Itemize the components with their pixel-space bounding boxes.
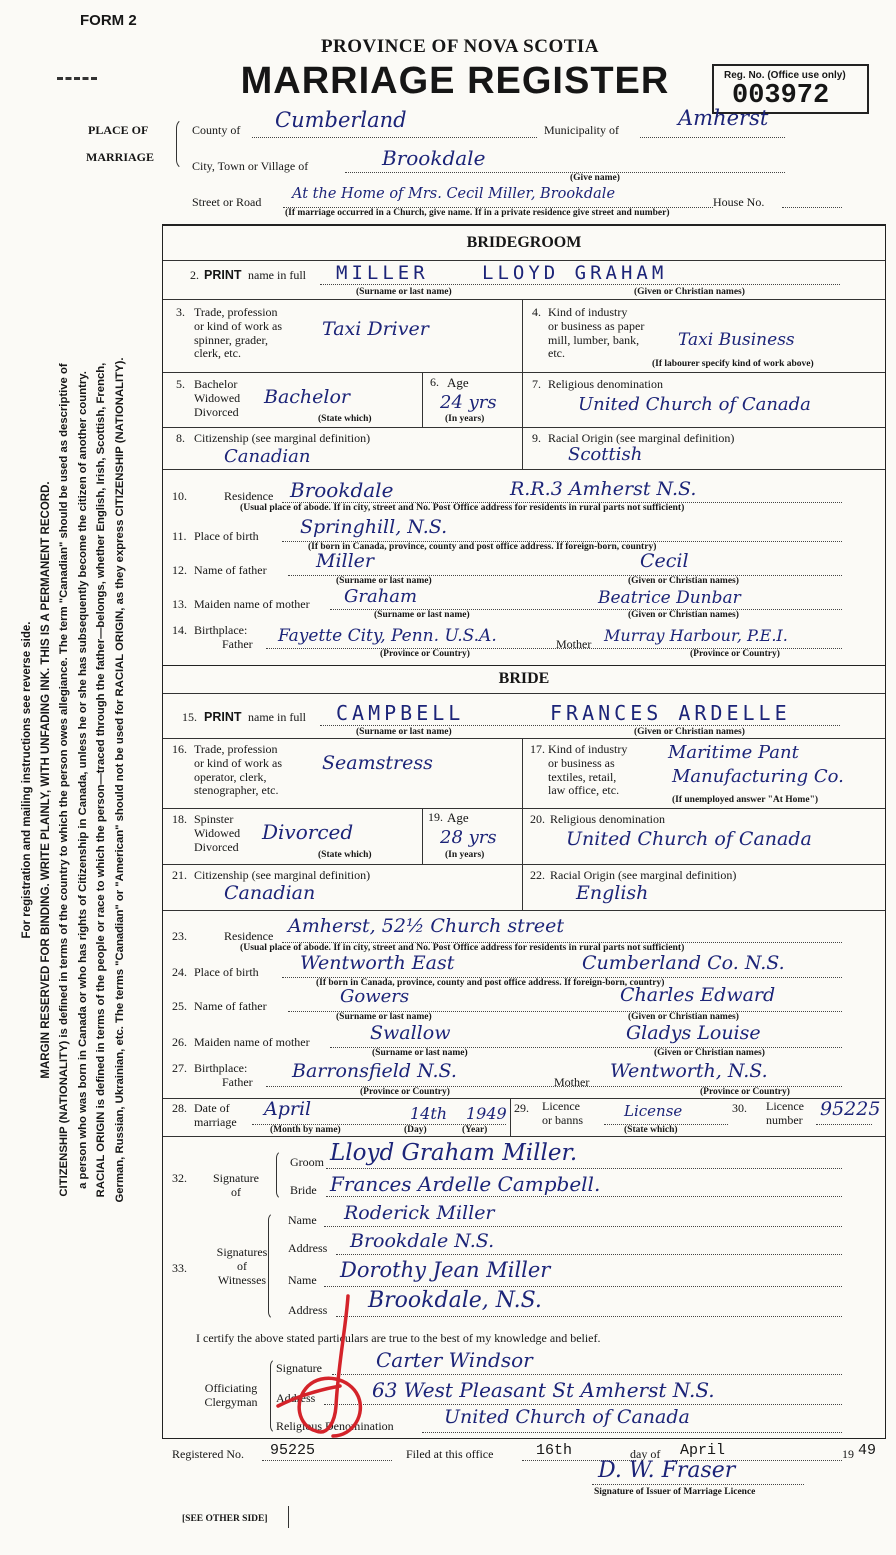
bride-status: Divorced xyxy=(262,820,354,844)
year-prefix: 19 xyxy=(842,1447,854,1461)
certify-statement: I certify the above stated particulars are true to the best of my knowledge and belief. xyxy=(196,1331,601,1345)
house-label: House No. xyxy=(713,195,765,209)
field-2-number: 2. xyxy=(190,268,199,282)
field-20-number: 20. xyxy=(530,812,545,826)
mother-label: Mother xyxy=(556,637,592,651)
father-name-label: Name of father xyxy=(194,563,267,577)
field-29-number: 29. xyxy=(514,1101,529,1115)
side-line-1: For registration and mailing instructions see reverse side. xyxy=(21,621,33,939)
bride-age: 28 yrs xyxy=(440,827,497,848)
bride-racial-origin: English xyxy=(576,882,649,904)
bride-marital-label: Spinster Widowed Divorced xyxy=(194,812,241,854)
clergy-signature-label: Signature xyxy=(276,1361,322,1375)
field-19-number: 19. xyxy=(428,810,443,824)
filed-month: April xyxy=(680,1442,726,1459)
field-33-number: 33. xyxy=(172,1261,187,1275)
bride-birthplace-note: (If born in Canada, province, county and post office address. If foreign-born, country) xyxy=(316,978,665,988)
bride-mother-name-label: Maiden name of mother xyxy=(194,1035,310,1049)
date-label: Date of marriage xyxy=(194,1101,237,1129)
birthplace-parents-label: Birthplace: xyxy=(194,623,248,637)
religion-label: Religious denomination xyxy=(548,377,663,391)
issuer-label: Signature of Issuer of Marriage Licence xyxy=(594,1487,756,1497)
field-21-number: 21. xyxy=(172,868,187,882)
bride-residence-note: (Usual place of abode. If in city, street and No. Post Office address for residents in rural parts not sufficient) xyxy=(240,942,685,953)
field-12-number: 12. xyxy=(172,563,187,577)
clergy-denomination-label: Religious Denomination xyxy=(276,1419,394,1433)
bride-surname: CAMPBELL xyxy=(336,701,465,725)
bride-residence: Amherst, 52½ Church street xyxy=(288,915,565,937)
bride-mother-given: Gladys Louise xyxy=(626,1022,761,1044)
field-6-number: 6. xyxy=(430,375,439,389)
groom-racial-origin: Scottish xyxy=(568,444,643,465)
reg-number: 003972 xyxy=(732,81,830,111)
field-5-number: 5. xyxy=(176,377,185,391)
bride-mother-surname: Swallow xyxy=(370,1022,451,1044)
groom-industry: Taxi Business xyxy=(678,330,795,350)
field-23-number: 23. xyxy=(172,929,187,943)
bride-mother-given-note: (Given or Christian names) xyxy=(654,1048,765,1058)
witness1-name-label: Name xyxy=(288,1213,317,1227)
state-which-note: (State which) xyxy=(318,414,372,424)
groom-birthplace: Springhill, N.S. xyxy=(300,516,448,538)
street-note: (If marriage occurred in a Church, give name. If in a private residence give street and number) xyxy=(285,208,670,218)
marriage-year: 1949 xyxy=(466,1104,507,1123)
bride-given-names: FRANCES ARDELLE xyxy=(550,701,791,725)
clergy-signature: Carter Windsor xyxy=(376,1348,533,1372)
groom-mother-given: Beatrice Dunbar xyxy=(598,588,741,608)
registered-no-label: Registered No. xyxy=(172,1447,244,1461)
city-label: City, Town or Village of xyxy=(192,159,309,173)
mother-surname-note: (Surname or last name) xyxy=(374,610,470,620)
state-which-licence-note: (State which) xyxy=(624,1125,678,1135)
groom-father-given: Cecil xyxy=(640,550,689,572)
field-13-number: 13. xyxy=(172,597,187,611)
bride-religion-label: Religious denomination xyxy=(550,812,665,826)
field-17-number: 17. xyxy=(530,742,545,756)
racial-label: Racial Origin (see marginal definition) xyxy=(548,431,735,445)
signature-brace xyxy=(276,1150,284,1200)
father-given-note: (Given or Christian names) xyxy=(628,576,739,586)
residence-note: (Usual place of abode. If in city, street and No. Post Office address for residents in rural parts not sufficient) xyxy=(240,502,685,513)
bride-mother-birthplace: Wentworth, N.S. xyxy=(610,1060,768,1082)
bride-age-label: Age xyxy=(447,810,469,825)
field-4-number: 4. xyxy=(532,305,541,319)
field-25-number: 25. xyxy=(172,999,187,1013)
bride-residence-label: Residence xyxy=(224,929,274,943)
groom-residence-1: Brookdale xyxy=(290,478,394,502)
bride-mother-prov-note: (Province or Country) xyxy=(700,1087,790,1097)
side-line-5: RACIAL ORIGIN is defined in terms of the people or race to which the person—traced through the father—belongs, whether English, Irish, Scottish, French, xyxy=(95,362,107,1198)
form-number: FORM 2 xyxy=(80,12,137,29)
industry-label: Kind of industry or business as paper mill, lumber, bank, etc. xyxy=(548,305,645,361)
side-line-2: MARGIN RESERVED FOR BINDING. WRITE PLAINLY, WITH UNFADING INK. THIS IS A PERMANENT RECORD. xyxy=(39,481,52,1079)
bride-father-birthplace: Barronsfield N.S. xyxy=(292,1060,457,1082)
groom-residence-2: R.R.3 Amherst N.S. xyxy=(510,478,697,500)
bride-father-given-note: (Given or Christian names) xyxy=(628,1012,739,1022)
bride-name-in-full-label: name in full xyxy=(248,710,306,724)
field-15-number: 15. xyxy=(182,710,197,724)
street-value: At the Home of Mrs. Cecil Miller, Brookdale xyxy=(292,186,616,202)
groom-mother-birthplace: Murray Harbour, P.E.I. xyxy=(604,626,788,645)
filed-year: 49 xyxy=(858,1442,877,1459)
given-note: (Given or Christian names) xyxy=(634,287,745,297)
bride-signature: Frances Ardelle Campbell. xyxy=(330,1172,601,1196)
field-27-number: 27. xyxy=(172,1061,187,1075)
see-other-side: [SEE OTHER SIDE] xyxy=(182,1514,268,1524)
marriage-day: 14th xyxy=(410,1104,448,1123)
groom-status: Bachelor xyxy=(264,386,351,408)
groom-trade: Taxi Driver xyxy=(322,318,429,340)
place-brace xyxy=(176,118,186,170)
place-label-1: PLACE OF xyxy=(88,123,149,137)
bride-citizenship: Canadian xyxy=(224,882,316,904)
bride-birthplace-1: Wentworth East xyxy=(300,952,455,974)
place-label-2: MARRIAGE xyxy=(86,150,154,164)
field-28-number: 28. xyxy=(172,1101,187,1115)
field-26-number: 26. xyxy=(172,1035,187,1049)
street-label: Street or Road xyxy=(192,195,262,209)
field-10-number: 10. xyxy=(172,489,187,503)
reg-office-note: (Office use only) xyxy=(767,70,846,81)
side-line-6: German, Russian, Ukrainian, etc. The terms "Canadian" or "American" should not be used for RACIAL ORIGIN, as they express CITIZENSHIP (NATIONALITY). xyxy=(113,357,126,1203)
issuer-signature: D. W. Fraser xyxy=(598,1458,736,1483)
bride-heading: BRIDE xyxy=(498,670,550,687)
filed-day: 16th xyxy=(536,1442,573,1459)
bride-racial-label: Racial Origin (see marginal definition) xyxy=(550,868,737,882)
bride-mother-surname-note: (Surname or last name) xyxy=(372,1048,468,1058)
groom-age: 24 yrs xyxy=(440,392,497,413)
licence-number: 95225 xyxy=(820,1098,881,1120)
marriage-month: April xyxy=(264,1098,312,1120)
field-8-number: 8. xyxy=(176,431,185,445)
mother-prov-note: (Province or Country) xyxy=(690,649,780,659)
groom-father-surname: Miller xyxy=(316,550,375,572)
bride-mother-label: Mother xyxy=(554,1075,590,1089)
witness1-name: Roderick Miller xyxy=(344,1202,495,1224)
clergy-denomination: United Church of Canada xyxy=(444,1406,690,1428)
father-prov-note: (Province or Country) xyxy=(380,649,470,659)
filed-label: Filed at this office xyxy=(406,1447,494,1461)
bride-citizenship-label: Citizenship (see marginal definition) xyxy=(194,868,371,882)
year-note: (Year) xyxy=(462,1125,488,1135)
bride-birthplace-2: Cumberland Co. N.S. xyxy=(582,952,785,974)
name-in-full-label: name in full xyxy=(248,268,306,282)
groom-citizenship: Canadian xyxy=(224,446,311,467)
age-label: Age xyxy=(447,375,469,390)
licence-number-label: Licence number xyxy=(766,1099,804,1127)
mother-name-label: Maiden name of mother xyxy=(194,597,310,611)
witnesses-label: Signatures of Witnesses xyxy=(216,1245,268,1287)
city-value: Brookdale xyxy=(382,146,486,170)
witness1-address: Brookdale N.S. xyxy=(350,1230,495,1252)
field-9-number: 9. xyxy=(532,431,541,445)
day-note: (Day) xyxy=(404,1125,427,1135)
mother-given-note: (Given or Christian names) xyxy=(628,610,739,620)
witness2-address: Brookdale, N.S. xyxy=(368,1288,542,1313)
field-32-number: 32. xyxy=(172,1171,187,1185)
bridegroom-heading: BRIDEGROOM xyxy=(466,234,582,251)
witness2-name: Dorothy Jean Miller xyxy=(340,1258,551,1282)
bride-father-label: Father xyxy=(222,1075,253,1089)
in-years-note: (In years) xyxy=(445,414,485,424)
punch-hole-marks xyxy=(57,77,97,80)
red-check-mark xyxy=(258,1286,378,1446)
municipality-value: Amherst xyxy=(678,106,769,130)
county-label: County of xyxy=(192,123,241,137)
groom-religion: United Church of Canada xyxy=(578,394,811,415)
surname-note: (Surname or last name) xyxy=(356,287,452,297)
witness2-address-label: Address xyxy=(288,1303,328,1317)
bride-label: Bride xyxy=(290,1183,317,1197)
bride-birthplace-label: Place of birth xyxy=(194,965,259,979)
groom-mother-surname: Graham xyxy=(344,586,418,607)
bride-given-note: (Given or Christian names) xyxy=(634,727,745,737)
groom-father-birthplace: Fayette City, Penn. U.S.A. xyxy=(278,626,497,646)
bride-father-surname: Gowers xyxy=(340,986,410,1007)
bride-in-years-note: (In years) xyxy=(445,850,485,860)
clergy-address: 63 West Pleasant St Amherst N.S. xyxy=(372,1378,715,1402)
field-14-number: 14. xyxy=(172,623,187,637)
witness1-address-label: Address xyxy=(288,1241,328,1255)
field-24-number: 24. xyxy=(172,965,187,979)
bride-father-prov-note: (Province or Country) xyxy=(360,1087,450,1097)
field-30-number: 30. xyxy=(732,1101,747,1115)
father-surname-note: (Surname or last name) xyxy=(336,576,432,586)
field-18-number: 18. xyxy=(172,812,187,826)
field-16-number: 16. xyxy=(172,742,187,756)
birthplace-label: Place of birth xyxy=(194,529,259,543)
side-line-3: CITIZENSHIP (NATIONALITY) is defined in terms of the country to which the person owes allegiance. The term "Canadian" should be used as descriptive of xyxy=(58,363,70,1197)
groom-signature: Lloyd Graham Miller. xyxy=(330,1140,578,1166)
licence-or-banns: License xyxy=(624,1102,683,1120)
print-label-groom: PRINT xyxy=(204,268,242,282)
bride-father-given: Charles Edward xyxy=(620,984,776,1006)
bride-birthplace-parents-label: Birthplace: xyxy=(194,1061,248,1075)
day-of-label: day of xyxy=(630,1447,661,1461)
marital-label: Bachelor Widowed Divorced xyxy=(194,377,241,419)
bride-father-surname-note: (Surname or last name) xyxy=(336,1012,432,1022)
field-11-number: 11. xyxy=(172,529,187,543)
residence-label: Residence xyxy=(224,489,274,503)
groom-surname: MILLER xyxy=(336,262,429,284)
bride-surname-note: (Surname or last name) xyxy=(356,727,452,737)
groom-label: Groom xyxy=(290,1155,324,1169)
unemployed-note: (If unemployed answer "At Home") xyxy=(672,795,819,805)
bride-industry-1: Maritime Pant xyxy=(668,742,799,763)
bride-industry-2: Manufacturing Co. xyxy=(672,766,844,787)
bride-trade-label: Trade, profession or kind of work as operator, clerk, stenographer, etc. xyxy=(194,742,282,798)
side-line-4: a person who was born in Canada or who has rights of Citizenship in Canada, unless he or she has subsequently become the citizen of another country. xyxy=(76,371,89,1189)
father-label: Father xyxy=(222,637,253,651)
registered-no: 95225 xyxy=(270,1442,316,1459)
birthplace-note: (If born in Canada, province, county and post office address. If foreign-born, country) xyxy=(308,542,657,552)
page-title: MARRIAGE REGISTER xyxy=(240,60,670,102)
print-label-bride: PRINT xyxy=(204,710,242,724)
labourer-note: (If labourer specify kind of work above) xyxy=(652,359,814,369)
field-7-number: 7. xyxy=(532,377,541,391)
province-title: PROVINCE OF NOVA SCOTIA xyxy=(320,36,600,57)
groom-given-names: LLOYD GRAHAM xyxy=(482,262,668,284)
field-3-number: 3. xyxy=(176,305,185,319)
bride-state-which-note: (State which) xyxy=(318,850,372,860)
licence-banns-label: Licence or banns xyxy=(542,1099,583,1127)
clergyman-label: Officiating Clergyman xyxy=(204,1381,258,1409)
signature-of-label: Signature of xyxy=(213,1171,259,1199)
municipality-label: Municipality of xyxy=(544,123,619,137)
bride-religion: United Church of Canada xyxy=(566,828,812,850)
month-note: (Month by name) xyxy=(270,1125,341,1135)
bride-father-name-label: Name of father xyxy=(194,999,267,1013)
witness2-name-label: Name xyxy=(288,1273,317,1287)
give-name-note: (Give name) xyxy=(570,173,620,183)
reg-label: Reg. No. xyxy=(724,70,765,81)
citizenship-label: Citizenship (see marginal definition) xyxy=(194,431,371,445)
bride-trade: Seamstress xyxy=(322,752,433,774)
trade-label: Trade, profession or kind of work as spinner, grader, clerk, etc. xyxy=(194,305,282,361)
county-value: Cumberland xyxy=(275,108,407,132)
clergy-address-label: Address xyxy=(276,1391,316,1405)
field-22-number: 22. xyxy=(530,868,545,882)
bride-industry-label: Kind of industry or business as textiles, retail, law office, etc. xyxy=(548,742,628,798)
